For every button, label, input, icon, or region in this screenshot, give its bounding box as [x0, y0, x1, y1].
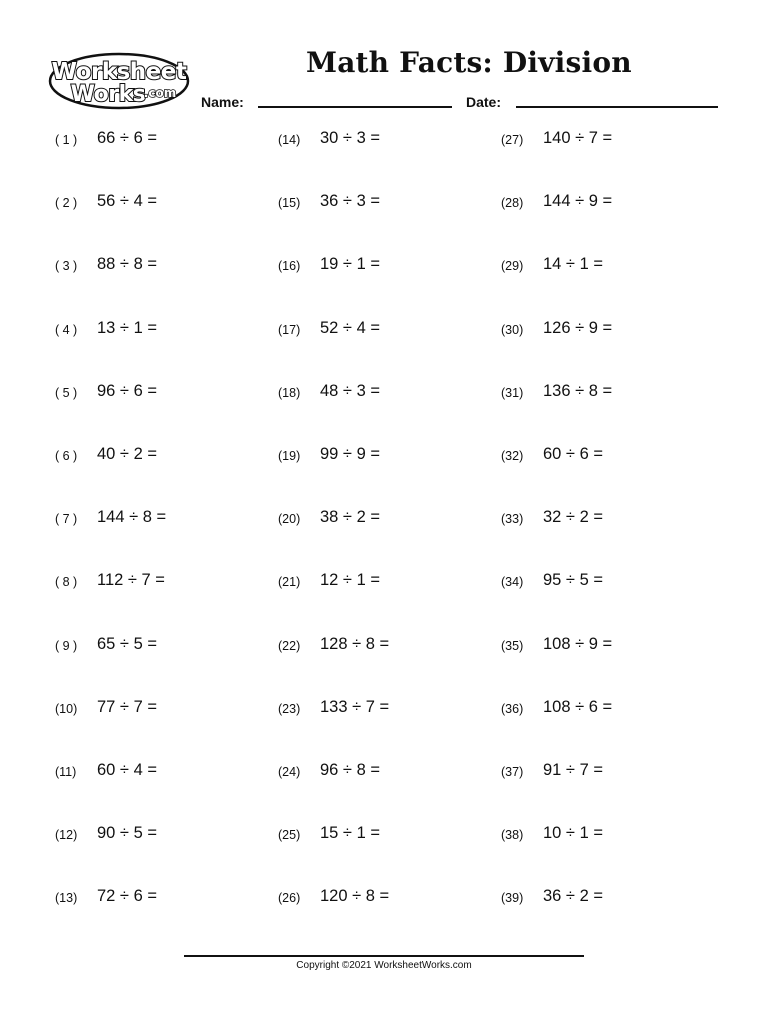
problem-number: (24) — [278, 765, 301, 779]
problem-expression: 120 ÷ 8 = — [320, 887, 390, 905]
problem-expression: 126 ÷ 9 = — [543, 319, 613, 337]
problem-expression: 40 ÷ 2 = — [97, 445, 157, 463]
problem-number: (19) — [278, 449, 301, 463]
problem-number: (38) — [501, 828, 524, 842]
problem-expression: 14 ÷ 1 = — [543, 255, 603, 273]
problem-number: (33) — [501, 512, 524, 526]
problem-number: (21) — [278, 575, 301, 589]
problem-number: (22) — [278, 639, 301, 653]
problem-expression: 91 ÷ 7 = — [543, 761, 603, 779]
copyright-text: Copyright ©2021 WorksheetWorks.com — [296, 960, 472, 971]
problem-expression: 15 ÷ 1 = — [320, 824, 380, 842]
problem-number: (34) — [501, 575, 524, 589]
problem-number: (36) — [501, 702, 524, 716]
problem-expression: 32 ÷ 2 = — [543, 508, 603, 526]
problem-number: ( 6 ) — [55, 449, 78, 463]
problem-expression: 96 ÷ 6 = — [97, 382, 157, 400]
problem-number: (20) — [278, 512, 301, 526]
problem-expression: 30 ÷ 3 = — [320, 129, 380, 147]
problem-number: (35) — [501, 639, 524, 653]
problem-number: ( 7 ) — [55, 512, 78, 526]
problem-number: ( 4 ) — [55, 323, 78, 337]
name-label: Name: — [201, 94, 244, 110]
problem-expression: 108 ÷ 9 = — [543, 635, 613, 653]
problem-expression: 140 ÷ 7 = — [543, 129, 613, 147]
problem-number: ( 9 ) — [55, 639, 78, 653]
problem-number: (37) — [501, 765, 524, 779]
problem-expression: 144 ÷ 8 = — [97, 508, 167, 526]
problem-expression: 128 ÷ 8 = — [320, 635, 390, 653]
problem-expression: 36 ÷ 3 = — [320, 192, 380, 210]
date-label: Date: — [466, 94, 502, 110]
problem-number: ( 8 ) — [55, 575, 78, 589]
problem-expression: 52 ÷ 4 = — [320, 319, 380, 337]
problem-expression: 88 ÷ 8 = — [97, 255, 157, 273]
problem-number: (14) — [278, 133, 301, 147]
logo-text-suffix: .com — [143, 86, 177, 100]
problem-expression: 13 ÷ 1 = — [97, 319, 157, 337]
problem-number: (15) — [278, 196, 301, 210]
worksheetworks-logo — [48, 51, 190, 111]
problem-expression: 66 ÷ 6 = — [97, 129, 157, 147]
problem-expression: 95 ÷ 5 = — [543, 571, 603, 589]
worksheet-title: Math Facts: Division — [306, 46, 632, 79]
problem-number: (25) — [278, 828, 301, 842]
problem-number: (39) — [501, 891, 524, 905]
problem-expression: 96 ÷ 8 = — [320, 761, 380, 779]
date-field-line — [516, 106, 718, 108]
problem-number: ( 1 ) — [55, 133, 78, 147]
problem-number: (27) — [501, 133, 524, 147]
problem-number: (11) — [55, 765, 77, 779]
problem-number: (28) — [501, 196, 524, 210]
problem-number: (30) — [501, 323, 524, 337]
footer-rule — [184, 955, 584, 957]
problem-expression: 48 ÷ 3 = — [320, 382, 380, 400]
problem-number: ( 3 ) — [55, 259, 78, 273]
problem-expression: 12 ÷ 1 = — [320, 571, 380, 589]
problem-expression: 60 ÷ 4 = — [97, 761, 157, 779]
problem-expression: 136 ÷ 8 = — [543, 382, 613, 400]
logo-text-line2: Works — [70, 82, 146, 107]
problem-expression: 144 ÷ 9 = — [543, 192, 613, 210]
problem-number: (26) — [278, 891, 301, 905]
problem-number: ( 5 ) — [55, 386, 78, 400]
problem-expression: 19 ÷ 1 = — [320, 255, 380, 273]
problem-expression: 56 ÷ 4 = — [97, 192, 157, 210]
problem-number: (12) — [55, 828, 78, 842]
problem-expression: 77 ÷ 7 = — [97, 698, 157, 716]
problem-expression: 90 ÷ 5 = — [97, 824, 157, 842]
problem-expression: 38 ÷ 2 = — [320, 508, 380, 526]
problem-number: (31) — [501, 386, 524, 400]
problem-number: (29) — [501, 259, 524, 273]
problem-expression: 60 ÷ 6 = — [543, 445, 603, 463]
problem-expression: 72 ÷ 6 = — [97, 887, 157, 905]
logo-text-line1: Worksheet — [51, 59, 187, 85]
problem-number: (18) — [278, 386, 301, 400]
problem-expression: 10 ÷ 1 = — [543, 824, 603, 842]
problem-expression: 65 ÷ 5 = — [97, 635, 157, 653]
problem-expression: 108 ÷ 6 = — [543, 698, 613, 716]
problem-number: (13) — [55, 891, 78, 905]
problem-number: (10) — [55, 702, 78, 716]
problem-expression: 133 ÷ 7 = — [320, 698, 390, 716]
problem-number: ( 2 ) — [55, 196, 78, 210]
problem-expression: 99 ÷ 9 = — [320, 445, 380, 463]
problem-number: (23) — [278, 702, 301, 716]
problem-expression: 112 ÷ 7 = — [97, 571, 165, 589]
problem-expression: 36 ÷ 2 = — [543, 887, 603, 905]
name-field-line — [258, 106, 452, 108]
problem-number: (32) — [501, 449, 524, 463]
problem-number: (16) — [278, 259, 301, 273]
problem-number: (17) — [278, 323, 301, 337]
